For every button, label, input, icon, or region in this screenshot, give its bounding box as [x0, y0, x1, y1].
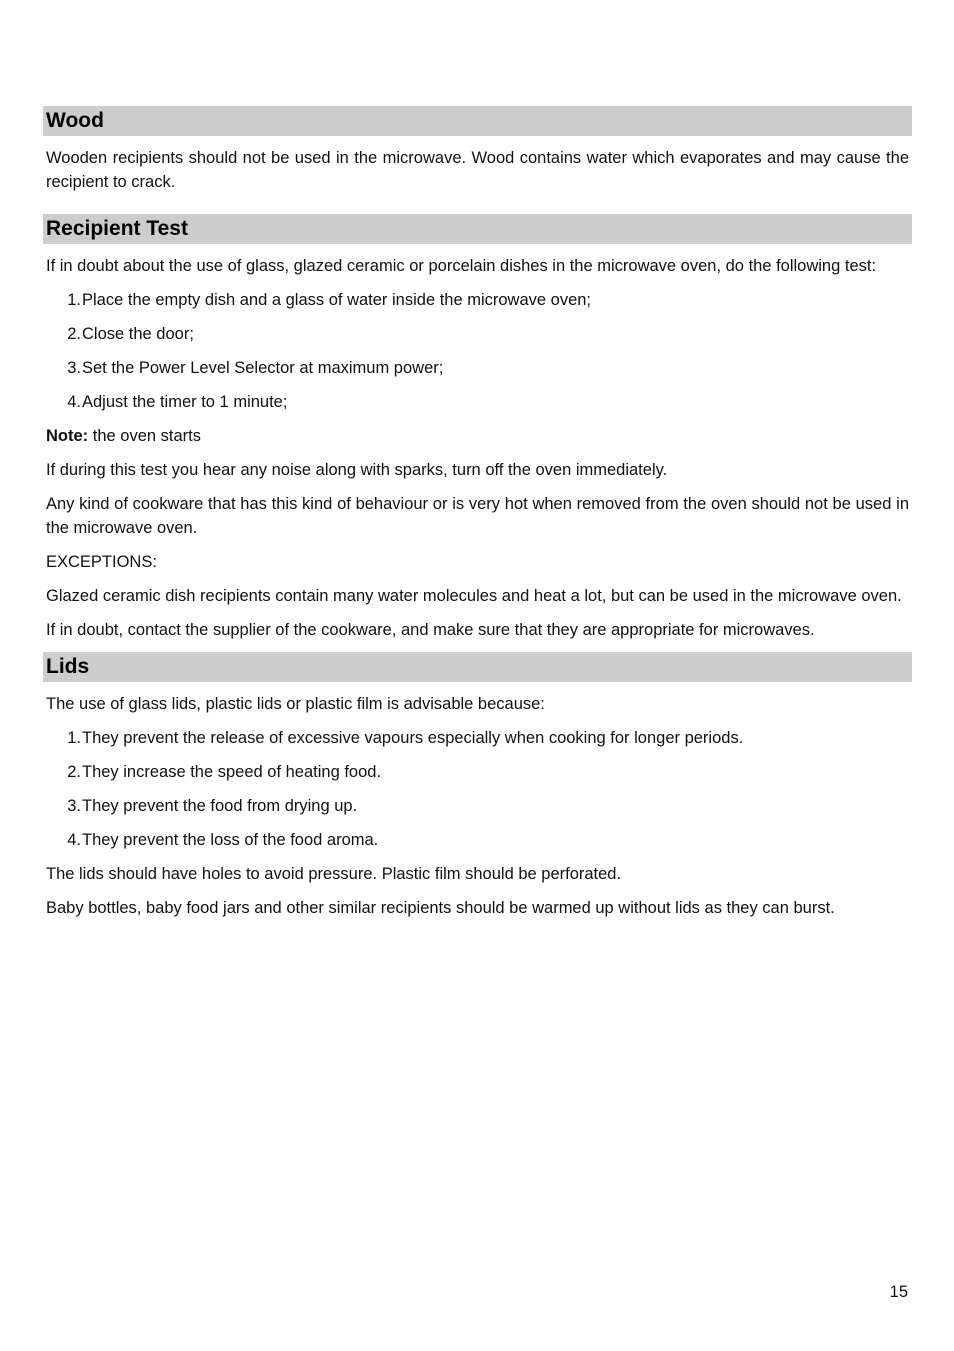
- recipient-test-intro: If in doubt about the use of glass, glazed ceramic or porcelain dishes in the microwave oven, do the following test:: [46, 257, 877, 275]
- list-item-number: 2.: [67, 763, 81, 781]
- section-header-lids: Lids: [43, 652, 912, 682]
- list-item: [43, 760, 912, 784]
- note-label: Note:: [46, 427, 89, 445]
- baby-paragraph: Baby bottles, baby food jars and other similar recipients should be warmed up without lids as they can burst.: [46, 899, 835, 917]
- list-item-number: 4.: [67, 831, 81, 849]
- list-item-number: 1.: [67, 291, 81, 309]
- contact-paragraph: If in doubt, contact the supplier of the cookware, and make sure that they are appropriate for microwaves.: [46, 621, 815, 639]
- list-item-number: 3.: [67, 797, 81, 815]
- list-item: [43, 322, 912, 346]
- list-item-text: Place the empty dish and a glass of water inside the microwave oven;: [82, 291, 592, 309]
- wood-paragraph: Wooden recipients should not be used in the microwave. Wood contains water which evaporates and may cause the recipient to crack.: [46, 149, 909, 191]
- glazed-paragraph: Glazed ceramic dish recipients contain many water molecules and heat a lot, but can be used in the microwave oven.: [46, 587, 902, 605]
- list-item: [43, 288, 912, 312]
- list-item: [43, 828, 912, 852]
- note-paragraph: [46, 424, 909, 448]
- list-item-number: 1.: [67, 729, 81, 747]
- list-item-number: 2.: [67, 325, 81, 343]
- note-text: the oven starts: [88, 427, 201, 445]
- list-item: [43, 390, 912, 414]
- list-item-number: 3.: [67, 359, 81, 377]
- exceptions-label: EXCEPTIONS:: [46, 553, 157, 571]
- section-header-wood: Wood: [43, 106, 912, 136]
- list-item-text: They increase the speed of heating food.: [82, 763, 382, 781]
- cookware-paragraph: Any kind of cookware that has this kind of behaviour or is very hot when removed from the oven should not be used in the microwave oven.: [46, 495, 909, 537]
- list-item-number: 4.: [67, 393, 81, 411]
- page-content: [43, 106, 912, 930]
- list-item-text: Set the Power Level Selector at maximum power;: [82, 359, 444, 377]
- noise-paragraph: If during this test you hear any noise along with sparks, turn off the oven immediately.: [46, 461, 668, 479]
- list-item: [43, 356, 912, 380]
- lids-steps: [43, 726, 912, 852]
- list-item: [43, 794, 912, 818]
- lids-intro: The use of glass lids, plastic lids or plastic film is advisable because:: [46, 695, 545, 713]
- list-item-text: Close the door;: [82, 325, 194, 343]
- list-item-text: They prevent the food from drying up.: [82, 797, 358, 815]
- list-item-text: They prevent the loss of the food aroma.: [82, 831, 379, 849]
- recipient-test-steps: [43, 288, 912, 414]
- holes-paragraph: The lids should have holes to avoid pressure. Plastic film should be perforated.: [46, 865, 622, 883]
- section-header-recipient-test: Recipient Test: [43, 214, 912, 244]
- page-number: 15: [889, 1283, 908, 1301]
- list-item-text: Adjust the timer to 1 minute;: [82, 393, 288, 411]
- list-item-text: They prevent the release of excessive vapours especially when cooking for longer periods.: [82, 729, 744, 747]
- list-item: [43, 726, 912, 750]
